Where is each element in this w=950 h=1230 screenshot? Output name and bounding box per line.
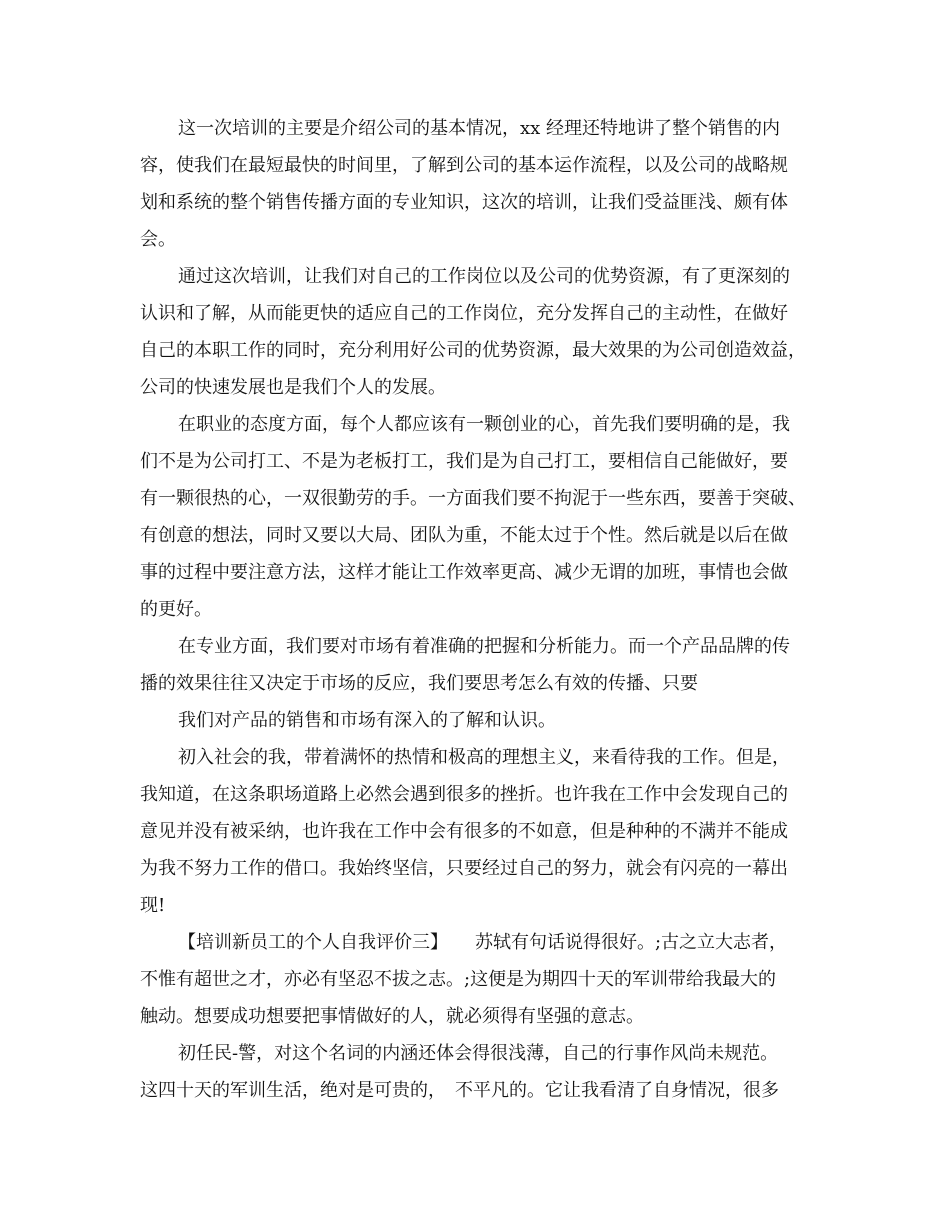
- text-line: 为我不努力工作的借口。我始终坚信，只要经过自己的努力，就会有闪亮的一幕出: [140, 858, 788, 879]
- text-line: 的更好。: [140, 599, 212, 620]
- text-line: 认识和了解，从而能更快的适应自己的工作岗位，充分发挥自己的主动性，在做好: [140, 303, 788, 324]
- text-line: 在职业的态度方面，每个人都应该有一颗创业的心，首先我们要明确的是，我: [178, 414, 790, 435]
- text-line: 触动。想要成功想要把事情做好的人，就必须得有坚强的意志。: [140, 1006, 644, 1027]
- text-line: 初入社会的我，带着满怀的热情和极高的理想主义，来看待我的工作。但是，: [178, 747, 790, 768]
- text-line: 在专业方面，我们要对市场有着准确的把握和分析能力。而一个产品品牌的传: [178, 636, 790, 657]
- text-line: 【培训新员工的个人自我评价三】 苏轼有句话说得很好。;古之立大志者，: [178, 932, 788, 953]
- text-line: 通过这次培训，让我们对自己的工作岗位以及公司的优势资源，有了更深刻的: [178, 266, 790, 287]
- text-line: 有一颗很热的心，一双很勤劳的手。一方面我们要不拘泥于一些东西，要善于突破、: [140, 488, 806, 509]
- text-line: 初任民-警，对这个名词的内涵还体会得很浅薄，自己的行事作风尚未规范。: [178, 1043, 779, 1064]
- text-line: 不惟有超世之才，亦必有坚忍不拔之志。;这便是为期四十天的军训带给我最大的: [140, 969, 777, 990]
- text-line: 有创意的想法，同时又要以大局、团队为重，不能太过于个性。然后就是以后在做: [140, 525, 788, 546]
- text-line: 会。: [140, 229, 176, 250]
- text-line: 划和系统的整个销售传播方面的专业知识，这次的培训，让我们受益匪浅、颇有体: [140, 192, 788, 213]
- text-line: 们不是为公司打工、不是为老板打工，我们是为自己打工，要相信自己能做好，要: [140, 451, 788, 472]
- text-line: 意见并没有被采纳，也许我在工作中会有很多的不如意，但是种种的不满并不能成: [140, 821, 788, 842]
- text-line: 我知道，在这条职场道路上必然会遇到很多的挫折。也许我在工作中会发现自己的: [140, 784, 788, 805]
- text-line: 自己的本职工作的同时，充分利用好公司的优势资源，最大效果的为公司创造效益，: [140, 340, 806, 361]
- text-line: 公司的快速发展也是我们个人的发展。: [140, 377, 446, 398]
- text-line: 现!: [140, 895, 166, 916]
- text-line: 播的效果往往又决定于市场的反应，我们要思考怎么有效的传播、只要: [140, 673, 698, 694]
- text-line: 这四十天的军训生活，绝对是可贵的， 不平凡的。它让我看清了自身情况，很多: [140, 1080, 779, 1101]
- text-line: 事的过程中要注意方法，这样才能让工作效率更高、减少无谓的加班，事情也会做: [140, 562, 788, 583]
- text-line: 这一次培训的主要是介绍公司的基本情况，xx 经理还特地讲了整个销售的内: [178, 118, 781, 139]
- text-line: 容，使我们在最短最快的时间里，了解到公司的基本运作流程，以及公司的战略规: [140, 155, 788, 176]
- text-line: 我们对产品的销售和市场有深入的了解和认识。: [178, 710, 556, 731]
